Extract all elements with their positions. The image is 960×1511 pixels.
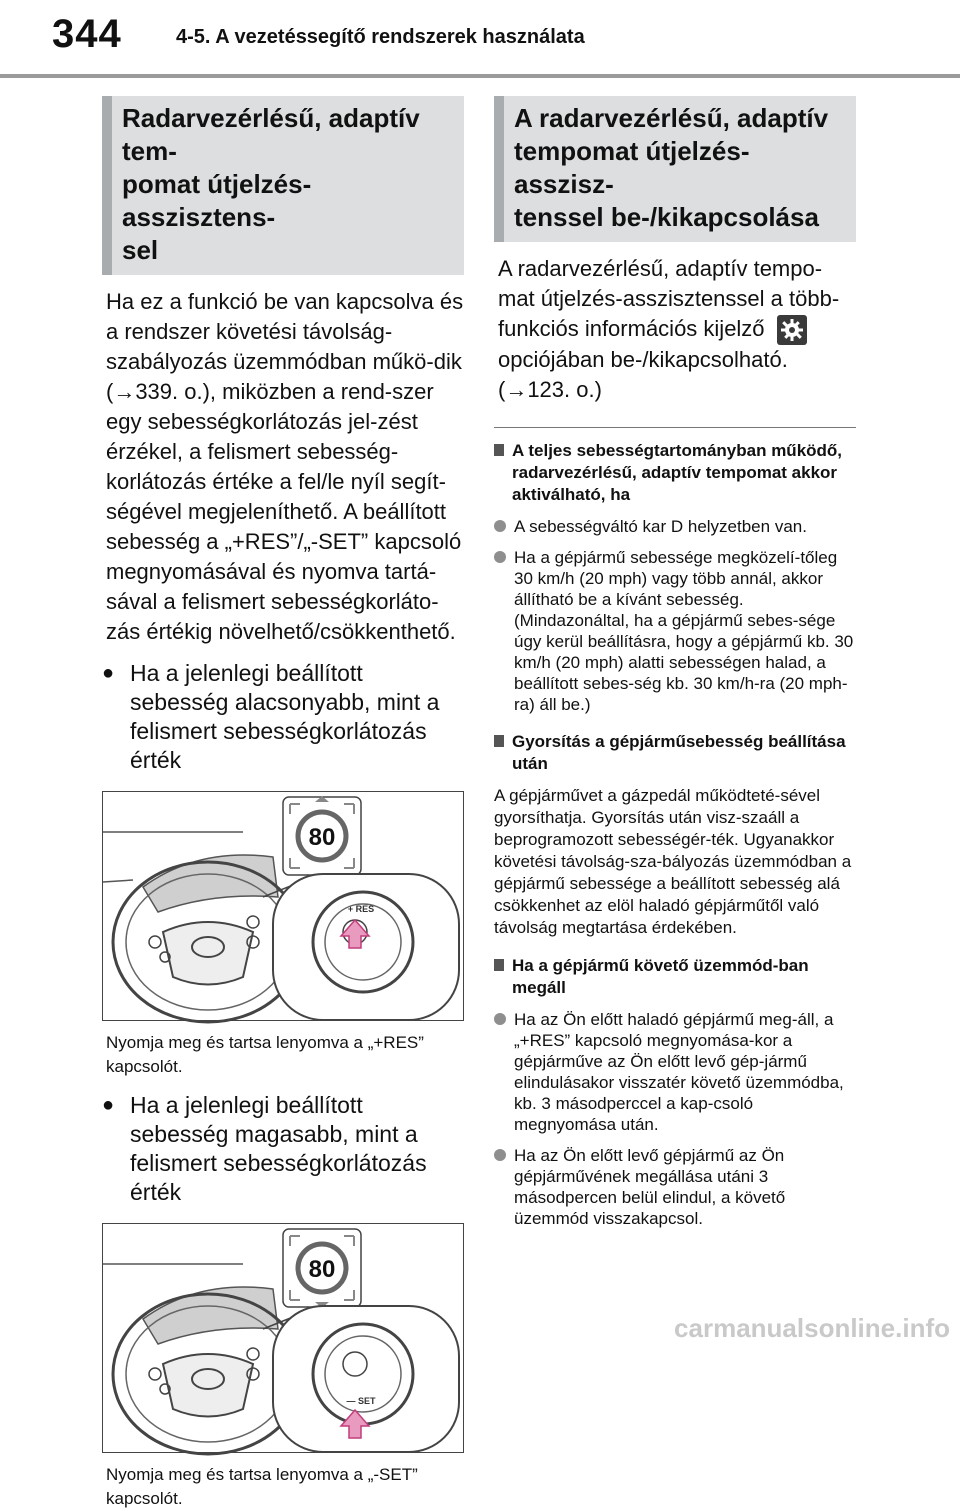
header-rule <box>0 74 960 78</box>
bullet-dot-icon: ● <box>102 1094 115 1116</box>
subsection-heading-text: Gyorsítás a gépjárműsebesség beállítása után <box>512 732 846 774</box>
square-bullet-icon <box>494 735 504 747</box>
right-intro-b: opciójában be-/kikapcsolható. (→123. o.) <box>498 347 788 403</box>
subsection-heading-acceleration <box>494 731 856 775</box>
bullet-text: Ha a jelenlegi beállított sebesség alacsonyabb, mint a felismert sebességkorlátozás érték <box>130 660 440 773</box>
square-bullet-icon <box>494 959 504 971</box>
round-bullet-icon <box>494 1013 506 1025</box>
bullet-text: Ha a jelenlegi beállított sebesség magasabb, mint a felismert sebességkorlátozás érték <box>130 1092 427 1205</box>
speed-sign-value: 80 <box>308 824 336 851</box>
round-bullet-icon <box>494 551 506 563</box>
right-heading-line: tempomat útjelzés-asszisz- <box>514 136 750 199</box>
right-intro-text <box>494 254 856 405</box>
subsection-heading-stop <box>494 955 856 999</box>
right-heading <box>494 96 856 242</box>
right-heading-line: A radarvezérlésű, adaptív <box>514 103 829 133</box>
caption-res: Nyomja meg és tartsa lenyomva a „+RES” kapcsolót. <box>106 1033 424 1076</box>
subsection-heading-text: Ha a gépjármű követő üzemmód-ban megáll <box>512 956 809 998</box>
left-heading-line: sel <box>122 235 159 265</box>
subsection-heading-activation <box>494 440 856 506</box>
set-button-label: — SET <box>346 1396 376 1406</box>
left-column <box>102 96 464 1511</box>
list-item-text: Ha az Ön előtt haladó gépjármű meg-áll, a „+RES” kapcsoló megnyomása-kor a gépjárműve az Ön előtt levő gép-jármű elindulásakor visszatér követő üzemmódba, kb. 3 másodperccel a kap-csoló megnyomása után. <box>514 1010 844 1135</box>
caption-set: Nyomja meg és tartsa lenyomva a „-SET” kapcsolót. <box>106 1465 418 1508</box>
subsection-heading-text: A teljes sebességtartományban működő, radarvezérlésű, adaptív tempomat akkor aktiválható, ha <box>512 441 843 505</box>
list-item-text: Ha az Ön előtt levő gépjármű az Ön gépjárművének megállása utáni 3 másodpercen belül elindul, a követő üzemmód visszakapcsol. <box>514 1146 786 1229</box>
right-intro-a: A radarvezérlésű, adaptív tempo-mat útjelzés-asszisztenssel a több-funkciós információs kijelző <box>498 256 840 341</box>
left-heading <box>102 96 464 275</box>
left-intro-text: Ha ez a funkció be van kapcsolva és a rendszer követési távolság-szabályozás üzemmódban műkö-dik (→339. o.), miközben a rend-szer egy sebességkorlátozás jel-zést érzékel, a felismert sebesség-korlátozás értéke a fel/le nyíl segít-ségével megjeleníthető. A beállított sebesség a „+RES”/„-SET” kapcsoló megnyomásával és nyomva tartá-sával a felismert sebességkorláto-zás értékig növelhető/csökkenthető. <box>106 289 464 644</box>
list-item-text: Ha a gépjármű sebessége megközelí-tőleg 30 km/h (20 mph) vagy több annál, akkor állítható be a kívánt sebesség. (Mindazonáltal, ha a gépjármű sebes-sége úgy kerül beállításra, hogy a gépjármű kb. 30 km/h (20 mph) alatti sebességen halad, a beállított sebes-ség kb. 30 km/h-ra (20 mph-ra) áll be.) <box>514 548 854 715</box>
speed-sign-value: 80 <box>308 1256 336 1283</box>
right-heading-line: tenssel be-/kikapcsolása <box>514 202 819 232</box>
figure-res-switch <box>102 791 464 1021</box>
page-header <box>0 0 960 80</box>
list-item <box>494 516 856 537</box>
round-bullet-icon <box>494 1149 506 1161</box>
left-heading-line: Radarvezérlésű, adaptív tem- <box>122 103 420 166</box>
bullet-lower-speed <box>102 659 464 775</box>
list-item-text: A sebességváltó kar D helyzetben van. <box>514 517 807 537</box>
list-item <box>494 1145 856 1229</box>
section-divider <box>494 427 856 428</box>
bullet-dot-icon: ● <box>102 662 115 684</box>
res-button-label: + RES <box>347 904 375 914</box>
round-bullet-icon <box>494 520 506 532</box>
acceleration-text: A gépjárművet a gázpedál működteté-sével gyorsíthatja. Gyorsítás után visz-szaáll a beprogramozott sebességér-ték. Ugyanakkor követési távolság-sza-bályozás üzemmódban a gépjármű sebessége a beállított sebesség alá csökkenhet az elöl haladó gépjárműtől való távolság megtartása érdekében. <box>494 786 852 938</box>
square-bullet-icon <box>494 444 504 456</box>
gear-icon <box>777 315 807 345</box>
steering-wheel-illustration <box>103 792 465 1022</box>
section-title: 4-5. A vezetéssegítő rendszerek használata <box>176 26 585 48</box>
left-heading-line: pomat útjelzés-asszisztens- <box>122 169 312 232</box>
page-number: 344 <box>52 12 122 56</box>
right-column <box>494 96 856 1229</box>
list-item <box>494 547 856 715</box>
figure-set-switch <box>102 1223 464 1453</box>
watermark: carmanualsonline.info <box>674 1313 950 1343</box>
steering-wheel-illustration <box>103 1224 465 1454</box>
bullet-higher-speed <box>102 1091 464 1207</box>
list-item <box>494 1009 856 1135</box>
